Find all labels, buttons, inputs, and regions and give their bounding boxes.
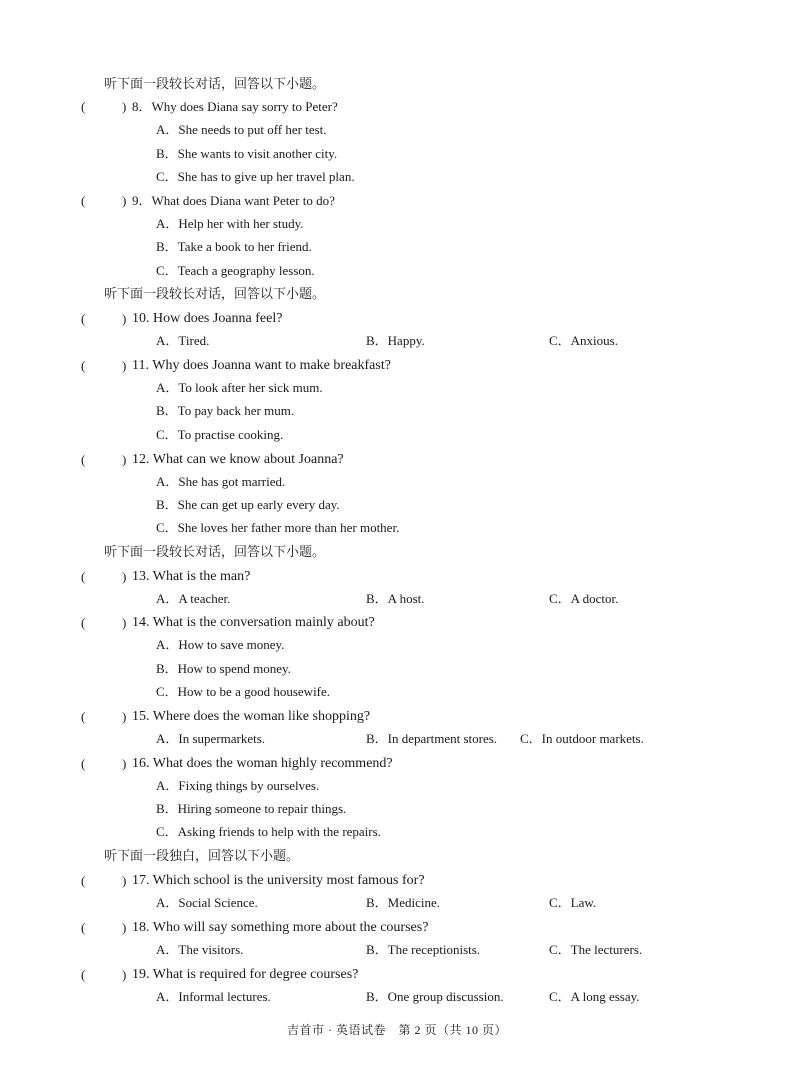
answer-paren-open: (	[81, 452, 86, 467]
question-stem: 13. What is the man?	[132, 569, 251, 584]
section-instruction: 听下面一段独白，回答以下小题。	[104, 848, 300, 863]
option-b: B．Hiring someone to repair things.	[156, 801, 347, 816]
answer-paren-close: )	[122, 358, 127, 373]
option-a: A．She needs to put off her test.	[156, 122, 327, 137]
option-b: B．A host.	[366, 591, 425, 606]
option-b: B．In department stores.	[366, 731, 498, 746]
question-stem: 15. Where does the woman like shopping?	[132, 709, 371, 724]
option-a: A．Informal lectures.	[156, 989, 271, 1004]
question-stem: 18. Who will say something more about the courses?	[132, 920, 429, 935]
section-instruction: 听下面一段较长对话，回答以下小题。	[104, 76, 326, 91]
option-c: C．A doctor.	[549, 591, 619, 606]
option-b: B．How to spend money.	[156, 661, 291, 676]
option-a: A．Help her with her study.	[156, 216, 304, 231]
answer-paren-close: )	[122, 873, 127, 888]
option-a: A．Social Science.	[156, 895, 258, 910]
option-c: C．Law.	[549, 895, 597, 910]
answer-paren-close: )	[122, 967, 127, 982]
answer-paren-close: )	[122, 569, 127, 584]
option-a: A．To look after her sick mum.	[156, 380, 323, 395]
answer-paren-open: (	[81, 615, 86, 630]
option-c: C．She has to give up her travel plan.	[156, 169, 355, 184]
answer-paren-open: (	[81, 756, 86, 771]
section-instruction: 听下面一段较长对话，回答以下小题。	[104, 544, 326, 559]
option-a: A．The visitors.	[156, 942, 244, 957]
answer-paren-open: (	[81, 569, 86, 584]
question-stem: 17. Which school is the university most famous for?	[132, 873, 425, 888]
answer-paren-open: (	[81, 99, 86, 114]
option-c: C．To practise cooking.	[156, 427, 284, 442]
option-a: A．In supermarkets.	[156, 731, 266, 746]
answer-paren-close: )	[122, 756, 127, 771]
option-b: B．Happy.	[366, 333, 425, 348]
answer-paren-open: (	[81, 873, 86, 888]
answer-paren-close: )	[122, 193, 127, 208]
question-stem: 8．Why does Diana say sorry to Peter?	[132, 99, 338, 114]
option-b: B．She can get up early every day.	[156, 497, 340, 512]
answer-paren-close: )	[122, 920, 127, 935]
option-b: B．She wants to visit another city.	[156, 146, 338, 161]
page-footer: 吉首市 · 英语试卷 第 2 页（共 10 页）	[287, 1023, 507, 1037]
answer-paren-close: )	[122, 709, 127, 724]
option-c: C．How to be a good housewife.	[156, 684, 331, 699]
option-a: A．A teacher.	[156, 591, 231, 606]
question-stem: 10. How does Joanna feel?	[132, 311, 283, 326]
section-instruction: 听下面一段较长对话，回答以下小题。	[104, 286, 326, 301]
answer-paren-open: (	[81, 967, 86, 982]
question-stem: 14. What is the conversation mainly about?	[132, 615, 375, 630]
option-b: B．Medicine.	[366, 895, 441, 910]
option-a: A．Fixing things by ourselves.	[156, 778, 320, 793]
question-stem: 16. What does the woman highly recommend?	[132, 756, 393, 771]
answer-paren-open: (	[81, 311, 86, 326]
answer-paren-close: )	[122, 311, 127, 326]
answer-paren-open: (	[81, 193, 86, 208]
option-b: B．Take a book to her friend.	[156, 239, 312, 254]
question-stem: 11. Why does Joanna want to make breakfast?	[132, 358, 391, 373]
option-c: C．In outdoor markets.	[520, 731, 644, 746]
answer-paren-open: (	[81, 358, 86, 373]
option-a: A．Tired.	[156, 333, 210, 348]
answer-paren-close: )	[122, 615, 127, 630]
option-c: C．A long essay.	[549, 989, 640, 1004]
question-stem: 12. What can we know about Joanna?	[132, 452, 344, 467]
answer-paren-open: (	[81, 709, 86, 724]
option-a: A．She has got married.	[156, 474, 286, 489]
option-b: B．One group discussion.	[366, 989, 504, 1004]
question-stem: 19. What is required for degree courses?	[132, 967, 359, 982]
option-a: A．How to save money.	[156, 637, 285, 652]
option-c: C．Anxious.	[549, 333, 618, 348]
option-c: C．Teach a geography lesson.	[156, 263, 315, 278]
option-c: C．Asking friends to help with the repairs.	[156, 824, 381, 839]
answer-paren-open: (	[81, 920, 86, 935]
answer-paren-close: )	[122, 452, 127, 467]
option-b: B．To pay back her mum.	[156, 403, 295, 418]
answer-paren-close: )	[122, 99, 127, 114]
option-c: C．The lecturers.	[549, 942, 643, 957]
question-stem: 9．What does Diana want Peter to do?	[132, 193, 335, 208]
option-b: B．The receptionists.	[366, 942, 481, 957]
option-c: C．She loves her father more than her mother.	[156, 520, 400, 535]
